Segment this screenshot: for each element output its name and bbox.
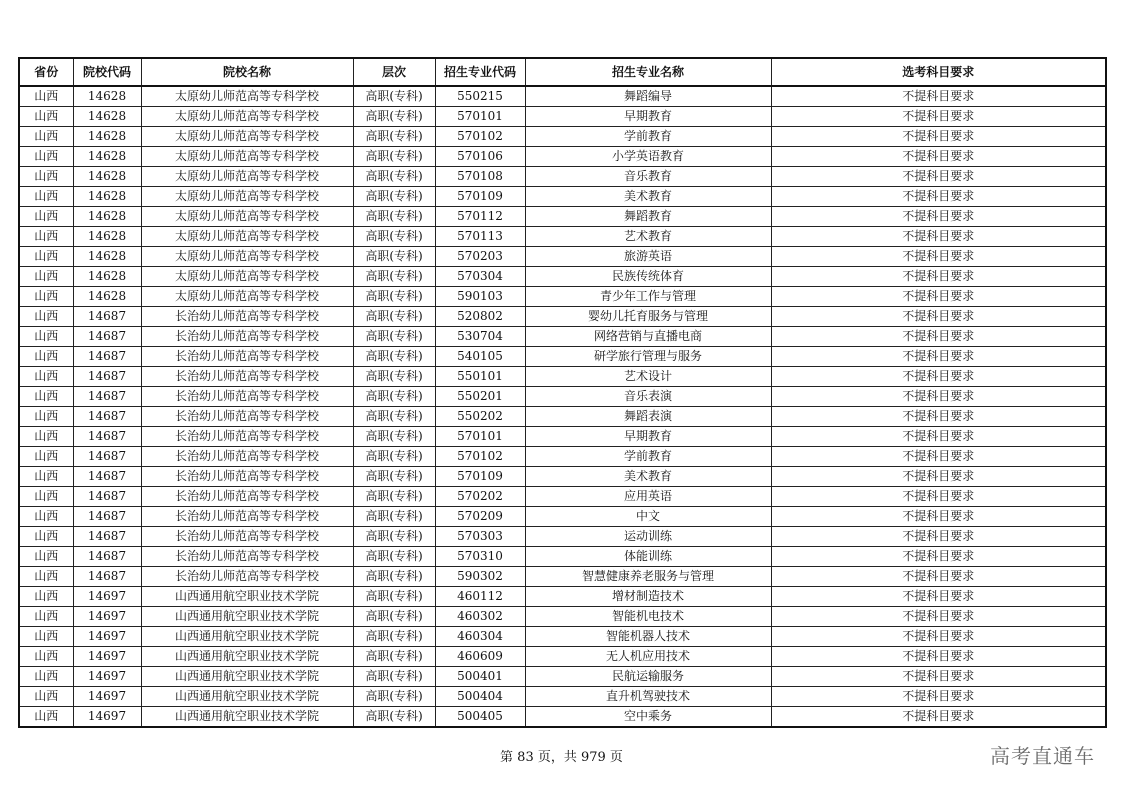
table-row (19, 407, 1106, 427)
cell-major-code: 570101 (435, 427, 525, 447)
cell-subject-requirement: 不提科目要求 (771, 587, 1106, 607)
cell-province: 山西 (19, 507, 73, 527)
header-subject-requirement: 选考科目要求 (771, 58, 1106, 86)
cell-major-code: 570203 (435, 247, 525, 267)
cell-subject-requirement: 不提科目要求 (771, 267, 1106, 287)
cell-level: 高职(专科) (353, 267, 435, 287)
cell-major-name: 中文 (525, 507, 771, 527)
table-row (19, 107, 1106, 127)
watermark-logo-text: 高考直通车 (990, 744, 1095, 768)
header-major-code: 招生专业代码 (435, 58, 525, 86)
cell-major-code: 500405 (435, 707, 525, 728)
cell-major-name: 增材制造技术 (525, 587, 771, 607)
cell-province: 山西 (19, 427, 73, 447)
cell-school-code: 14687 (73, 547, 141, 567)
cell-province: 山西 (19, 247, 73, 267)
cell-province: 山西 (19, 667, 73, 687)
cell-level: 高职(专科) (353, 347, 435, 367)
cell-school-code: 14687 (73, 427, 141, 447)
cell-subject-requirement: 不提科目要求 (771, 307, 1106, 327)
cell-school-name: 太原幼儿师范高等专科学校 (141, 207, 353, 227)
table-row (19, 507, 1106, 527)
cell-subject-requirement: 不提科目要求 (771, 627, 1106, 647)
header-major-name: 招生专业名称 (525, 58, 771, 86)
cell-school-code: 14628 (73, 227, 141, 247)
cell-level: 高职(专科) (353, 607, 435, 627)
cell-school-name: 长治幼儿师范高等专科学校 (141, 367, 353, 387)
admission-table (18, 57, 1107, 728)
cell-school-name: 长治幼儿师范高等专科学校 (141, 327, 353, 347)
cell-school-name: 太原幼儿师范高等专科学校 (141, 107, 353, 127)
cell-major-name: 运动训练 (525, 527, 771, 547)
cell-province: 山西 (19, 207, 73, 227)
table-row (19, 147, 1106, 167)
cell-school-name: 太原幼儿师范高等专科学校 (141, 147, 353, 167)
table-row (19, 447, 1106, 467)
cell-level: 高职(专科) (353, 527, 435, 547)
cell-school-code: 14697 (73, 687, 141, 707)
cell-subject-requirement: 不提科目要求 (771, 447, 1106, 467)
cell-level: 高职(专科) (353, 667, 435, 687)
cell-province: 山西 (19, 147, 73, 167)
cell-province: 山西 (19, 567, 73, 587)
cell-major-name: 学前教育 (525, 447, 771, 467)
cell-province: 山西 (19, 327, 73, 347)
cell-major-name: 艺术教育 (525, 227, 771, 247)
cell-level: 高职(专科) (353, 107, 435, 127)
cell-major-code: 460609 (435, 647, 525, 667)
cell-major-name: 旅游英语 (525, 247, 771, 267)
cell-school-name: 长治幼儿师范高等专科学校 (141, 307, 353, 327)
cell-major-name: 小学英语教育 (525, 147, 771, 167)
cell-level: 高职(专科) (353, 467, 435, 487)
cell-province: 山西 (19, 267, 73, 287)
cell-subject-requirement: 不提科目要求 (771, 207, 1106, 227)
cell-major-code: 550101 (435, 367, 525, 387)
cell-level: 高职(专科) (353, 567, 435, 587)
cell-province: 山西 (19, 307, 73, 327)
table-row (19, 687, 1106, 707)
cell-province: 山西 (19, 107, 73, 127)
cell-province: 山西 (19, 487, 73, 507)
cell-major-code: 500401 (435, 667, 525, 687)
cell-major-name: 早期教育 (525, 107, 771, 127)
cell-province: 山西 (19, 167, 73, 187)
cell-major-name: 空中乘务 (525, 707, 771, 728)
cell-subject-requirement: 不提科目要求 (771, 427, 1106, 447)
cell-major-name: 青少年工作与管理 (525, 287, 771, 307)
table-row (19, 467, 1106, 487)
cell-province: 山西 (19, 687, 73, 707)
cell-province: 山西 (19, 467, 73, 487)
cell-major-code: 570303 (435, 527, 525, 547)
cell-level: 高职(专科) (353, 147, 435, 167)
cell-province: 山西 (19, 347, 73, 367)
cell-province: 山西 (19, 447, 73, 467)
table-row (19, 387, 1106, 407)
cell-major-code: 570109 (435, 187, 525, 207)
cell-major-name: 研学旅行管理与服务 (525, 347, 771, 367)
cell-subject-requirement: 不提科目要求 (771, 387, 1106, 407)
cell-level: 高职(专科) (353, 647, 435, 667)
table-row (19, 427, 1106, 447)
table-row (19, 647, 1106, 667)
cell-major-name: 民族传统体育 (525, 267, 771, 287)
cell-subject-requirement: 不提科目要求 (771, 227, 1106, 247)
cell-level: 高职(专科) (353, 247, 435, 267)
cell-major-name: 无人机应用技术 (525, 647, 771, 667)
cell-major-code: 550215 (435, 86, 525, 107)
cell-school-code: 14628 (73, 147, 141, 167)
cell-major-name: 体能训练 (525, 547, 771, 567)
cell-major-code: 570202 (435, 487, 525, 507)
cell-subject-requirement: 不提科目要求 (771, 527, 1106, 547)
cell-school-code: 14687 (73, 307, 141, 327)
cell-major-name: 学前教育 (525, 127, 771, 147)
cell-level: 高职(专科) (353, 587, 435, 607)
table-row (19, 207, 1106, 227)
table-row (19, 627, 1106, 647)
table-row (19, 327, 1106, 347)
cell-major-code: 460302 (435, 607, 525, 627)
table-row (19, 487, 1106, 507)
header-school-code: 院校代码 (73, 58, 141, 86)
cell-major-name: 舞蹈教育 (525, 207, 771, 227)
cell-level: 高职(专科) (353, 127, 435, 147)
cell-school-name: 长治幼儿师范高等专科学校 (141, 407, 353, 427)
cell-province: 山西 (19, 647, 73, 667)
cell-school-name: 太原幼儿师范高等专科学校 (141, 267, 353, 287)
cell-subject-requirement: 不提科目要求 (771, 127, 1106, 147)
page-number: 第 83 页，共 979 页 (500, 750, 623, 765)
cell-school-code: 14697 (73, 607, 141, 627)
cell-level: 高职(专科) (353, 207, 435, 227)
cell-school-code: 14628 (73, 207, 141, 227)
cell-subject-requirement: 不提科目要求 (771, 667, 1106, 687)
cell-subject-requirement: 不提科目要求 (771, 707, 1106, 728)
cell-school-code: 14687 (73, 447, 141, 467)
cell-major-name: 音乐教育 (525, 167, 771, 187)
cell-level: 高职(专科) (353, 327, 435, 347)
cell-subject-requirement: 不提科目要求 (771, 86, 1106, 107)
table-row (19, 86, 1106, 107)
cell-school-code: 14628 (73, 107, 141, 127)
cell-subject-requirement: 不提科目要求 (771, 167, 1106, 187)
cell-major-name: 智慧健康养老服务与管理 (525, 567, 771, 587)
cell-level: 高职(专科) (353, 387, 435, 407)
cell-major-code: 550201 (435, 387, 525, 407)
cell-school-code: 14687 (73, 327, 141, 347)
cell-subject-requirement: 不提科目要求 (771, 507, 1106, 527)
cell-major-name: 网络营销与直播电商 (525, 327, 771, 347)
cell-subject-requirement: 不提科目要求 (771, 187, 1106, 207)
cell-school-code: 14697 (73, 707, 141, 728)
cell-province: 山西 (19, 707, 73, 728)
table-row (19, 547, 1106, 567)
cell-school-code: 14687 (73, 487, 141, 507)
cell-province: 山西 (19, 607, 73, 627)
cell-school-name: 山西通用航空职业技术学院 (141, 687, 353, 707)
cell-province: 山西 (19, 86, 73, 107)
cell-school-code: 14628 (73, 86, 141, 107)
table-row (19, 267, 1106, 287)
cell-major-name: 直升机驾驶技术 (525, 687, 771, 707)
cell-major-code: 570106 (435, 147, 525, 167)
cell-school-code: 14628 (73, 127, 141, 147)
cell-major-code: 460304 (435, 627, 525, 647)
cell-major-name: 智能机器人技术 (525, 627, 771, 647)
cell-school-name: 太原幼儿师范高等专科学校 (141, 167, 353, 187)
cell-school-code: 14628 (73, 267, 141, 287)
cell-school-name: 太原幼儿师范高等专科学校 (141, 187, 353, 207)
cell-school-code: 14687 (73, 567, 141, 587)
cell-province: 山西 (19, 367, 73, 387)
cell-school-code: 14697 (73, 647, 141, 667)
cell-school-code: 14628 (73, 247, 141, 267)
cell-school-code: 14687 (73, 507, 141, 527)
cell-major-code: 570102 (435, 127, 525, 147)
cell-level: 高职(专科) (353, 547, 435, 567)
table-row (19, 607, 1106, 627)
cell-level: 高职(专科) (353, 487, 435, 507)
cell-level: 高职(专科) (353, 287, 435, 307)
cell-major-name: 美术教育 (525, 187, 771, 207)
cell-school-name: 长治幼儿师范高等专科学校 (141, 387, 353, 407)
cell-school-name: 长治幼儿师范高等专科学校 (141, 427, 353, 447)
cell-major-code: 500404 (435, 687, 525, 707)
cell-subject-requirement: 不提科目要求 (771, 107, 1106, 127)
cell-major-code: 540105 (435, 347, 525, 367)
cell-major-name: 艺术设计 (525, 367, 771, 387)
cell-school-code: 14628 (73, 167, 141, 187)
cell-school-name: 长治幼儿师范高等专科学校 (141, 547, 353, 567)
cell-school-code: 14687 (73, 407, 141, 427)
cell-major-name: 舞蹈表演 (525, 407, 771, 427)
cell-subject-requirement: 不提科目要求 (771, 407, 1106, 427)
cell-province: 山西 (19, 407, 73, 427)
cell-school-code: 14687 (73, 527, 141, 547)
table-row (19, 587, 1106, 607)
cell-major-name: 舞蹈编导 (525, 86, 771, 107)
cell-subject-requirement: 不提科目要求 (771, 247, 1106, 267)
table-row (19, 247, 1106, 267)
cell-major-code: 570108 (435, 167, 525, 187)
cell-major-code: 590103 (435, 287, 525, 307)
cell-subject-requirement: 不提科目要求 (771, 487, 1106, 507)
header-school-name: 院校名称 (141, 58, 353, 86)
cell-major-code: 520802 (435, 307, 525, 327)
cell-school-name: 长治幼儿师范高等专科学校 (141, 527, 353, 547)
cell-school-name: 太原幼儿师范高等专科学校 (141, 287, 353, 307)
table-row (19, 367, 1106, 387)
cell-school-code: 14687 (73, 467, 141, 487)
cell-province: 山西 (19, 287, 73, 307)
cell-major-code: 570310 (435, 547, 525, 567)
cell-school-code: 14628 (73, 287, 141, 307)
cell-major-code: 590302 (435, 567, 525, 587)
cell-school-name: 太原幼儿师范高等专科学校 (141, 247, 353, 267)
cell-school-code: 14697 (73, 667, 141, 687)
cell-major-name: 婴幼儿托育服务与管理 (525, 307, 771, 327)
cell-major-code: 570109 (435, 467, 525, 487)
cell-school-name: 山西通用航空职业技术学院 (141, 667, 353, 687)
cell-major-name: 美术教育 (525, 467, 771, 487)
table-row (19, 187, 1106, 207)
cell-major-code: 570113 (435, 227, 525, 247)
cell-level: 高职(专科) (353, 447, 435, 467)
cell-level: 高职(专科) (353, 427, 435, 447)
table-body (19, 86, 1106, 727)
cell-level: 高职(专科) (353, 507, 435, 527)
table-row (19, 227, 1106, 247)
cell-major-code: 550202 (435, 407, 525, 427)
table-row (19, 127, 1106, 147)
cell-school-code: 14628 (73, 187, 141, 207)
table-row (19, 527, 1106, 547)
cell-province: 山西 (19, 527, 73, 547)
cell-province: 山西 (19, 547, 73, 567)
cell-subject-requirement: 不提科目要求 (771, 687, 1106, 707)
cell-subject-requirement: 不提科目要求 (771, 607, 1106, 627)
cell-subject-requirement: 不提科目要求 (771, 567, 1106, 587)
cell-major-name: 民航运输服务 (525, 667, 771, 687)
cell-province: 山西 (19, 387, 73, 407)
cell-school-name: 太原幼儿师范高等专科学校 (141, 86, 353, 107)
cell-school-name: 山西通用航空职业技术学院 (141, 587, 353, 607)
admission-table-sheet (18, 57, 1105, 728)
cell-subject-requirement: 不提科目要求 (771, 327, 1106, 347)
cell-level: 高职(专科) (353, 167, 435, 187)
cell-school-name: 长治幼儿师范高等专科学校 (141, 347, 353, 367)
cell-school-name: 长治幼儿师范高等专科学校 (141, 507, 353, 527)
table-row (19, 667, 1106, 687)
cell-province: 山西 (19, 227, 73, 247)
cell-school-code: 14687 (73, 347, 141, 367)
cell-major-code: 570101 (435, 107, 525, 127)
cell-school-code: 14697 (73, 587, 141, 607)
cell-major-code: 460112 (435, 587, 525, 607)
cell-school-name: 山西通用航空职业技术学院 (141, 707, 353, 728)
cell-subject-requirement: 不提科目要求 (771, 347, 1106, 367)
cell-province: 山西 (19, 627, 73, 647)
cell-major-name: 智能机电技术 (525, 607, 771, 627)
cell-school-name: 长治幼儿师范高等专科学校 (141, 567, 353, 587)
cell-major-code: 570112 (435, 207, 525, 227)
table-header-row (19, 58, 1106, 86)
cell-school-name: 长治幼儿师范高等专科学校 (141, 467, 353, 487)
table-row (19, 567, 1106, 587)
cell-subject-requirement: 不提科目要求 (771, 547, 1106, 567)
header-province: 省份 (19, 58, 73, 86)
cell-school-code: 14697 (73, 627, 141, 647)
cell-school-code: 14687 (73, 387, 141, 407)
cell-province: 山西 (19, 587, 73, 607)
cell-subject-requirement: 不提科目要求 (771, 147, 1106, 167)
header-level: 层次 (353, 58, 435, 86)
cell-level: 高职(专科) (353, 367, 435, 387)
cell-level: 高职(专科) (353, 86, 435, 107)
cell-level: 高职(专科) (353, 687, 435, 707)
table-row (19, 347, 1106, 367)
cell-major-code: 530704 (435, 327, 525, 347)
cell-school-name: 长治幼儿师范高等专科学校 (141, 447, 353, 467)
cell-school-name: 太原幼儿师范高等专科学校 (141, 227, 353, 247)
cell-level: 高职(专科) (353, 187, 435, 207)
cell-subject-requirement: 不提科目要求 (771, 287, 1106, 307)
cell-level: 高职(专科) (353, 307, 435, 327)
cell-level: 高职(专科) (353, 707, 435, 728)
table-row (19, 307, 1106, 327)
cell-level: 高职(专科) (353, 227, 435, 247)
cell-major-name: 应用英语 (525, 487, 771, 507)
cell-major-code: 570102 (435, 447, 525, 467)
cell-level: 高职(专科) (353, 627, 435, 647)
table-row (19, 287, 1106, 307)
cell-subject-requirement: 不提科目要求 (771, 467, 1106, 487)
cell-level: 高职(专科) (353, 407, 435, 427)
cell-province: 山西 (19, 187, 73, 207)
cell-major-name: 音乐表演 (525, 387, 771, 407)
cell-school-name: 长治幼儿师范高等专科学校 (141, 487, 353, 507)
table-row (19, 707, 1106, 728)
cell-subject-requirement: 不提科目要求 (771, 647, 1106, 667)
cell-school-code: 14687 (73, 367, 141, 387)
cell-province: 山西 (19, 127, 73, 147)
cell-major-name: 早期教育 (525, 427, 771, 447)
cell-subject-requirement: 不提科目要求 (771, 367, 1106, 387)
cell-major-code: 570209 (435, 507, 525, 527)
cell-school-name: 太原幼儿师范高等专科学校 (141, 127, 353, 147)
table-row (19, 167, 1106, 187)
cell-school-name: 山西通用航空职业技术学院 (141, 647, 353, 667)
cell-school-name: 山西通用航空职业技术学院 (141, 607, 353, 627)
cell-school-name: 山西通用航空职业技术学院 (141, 627, 353, 647)
cell-major-code: 570304 (435, 267, 525, 287)
